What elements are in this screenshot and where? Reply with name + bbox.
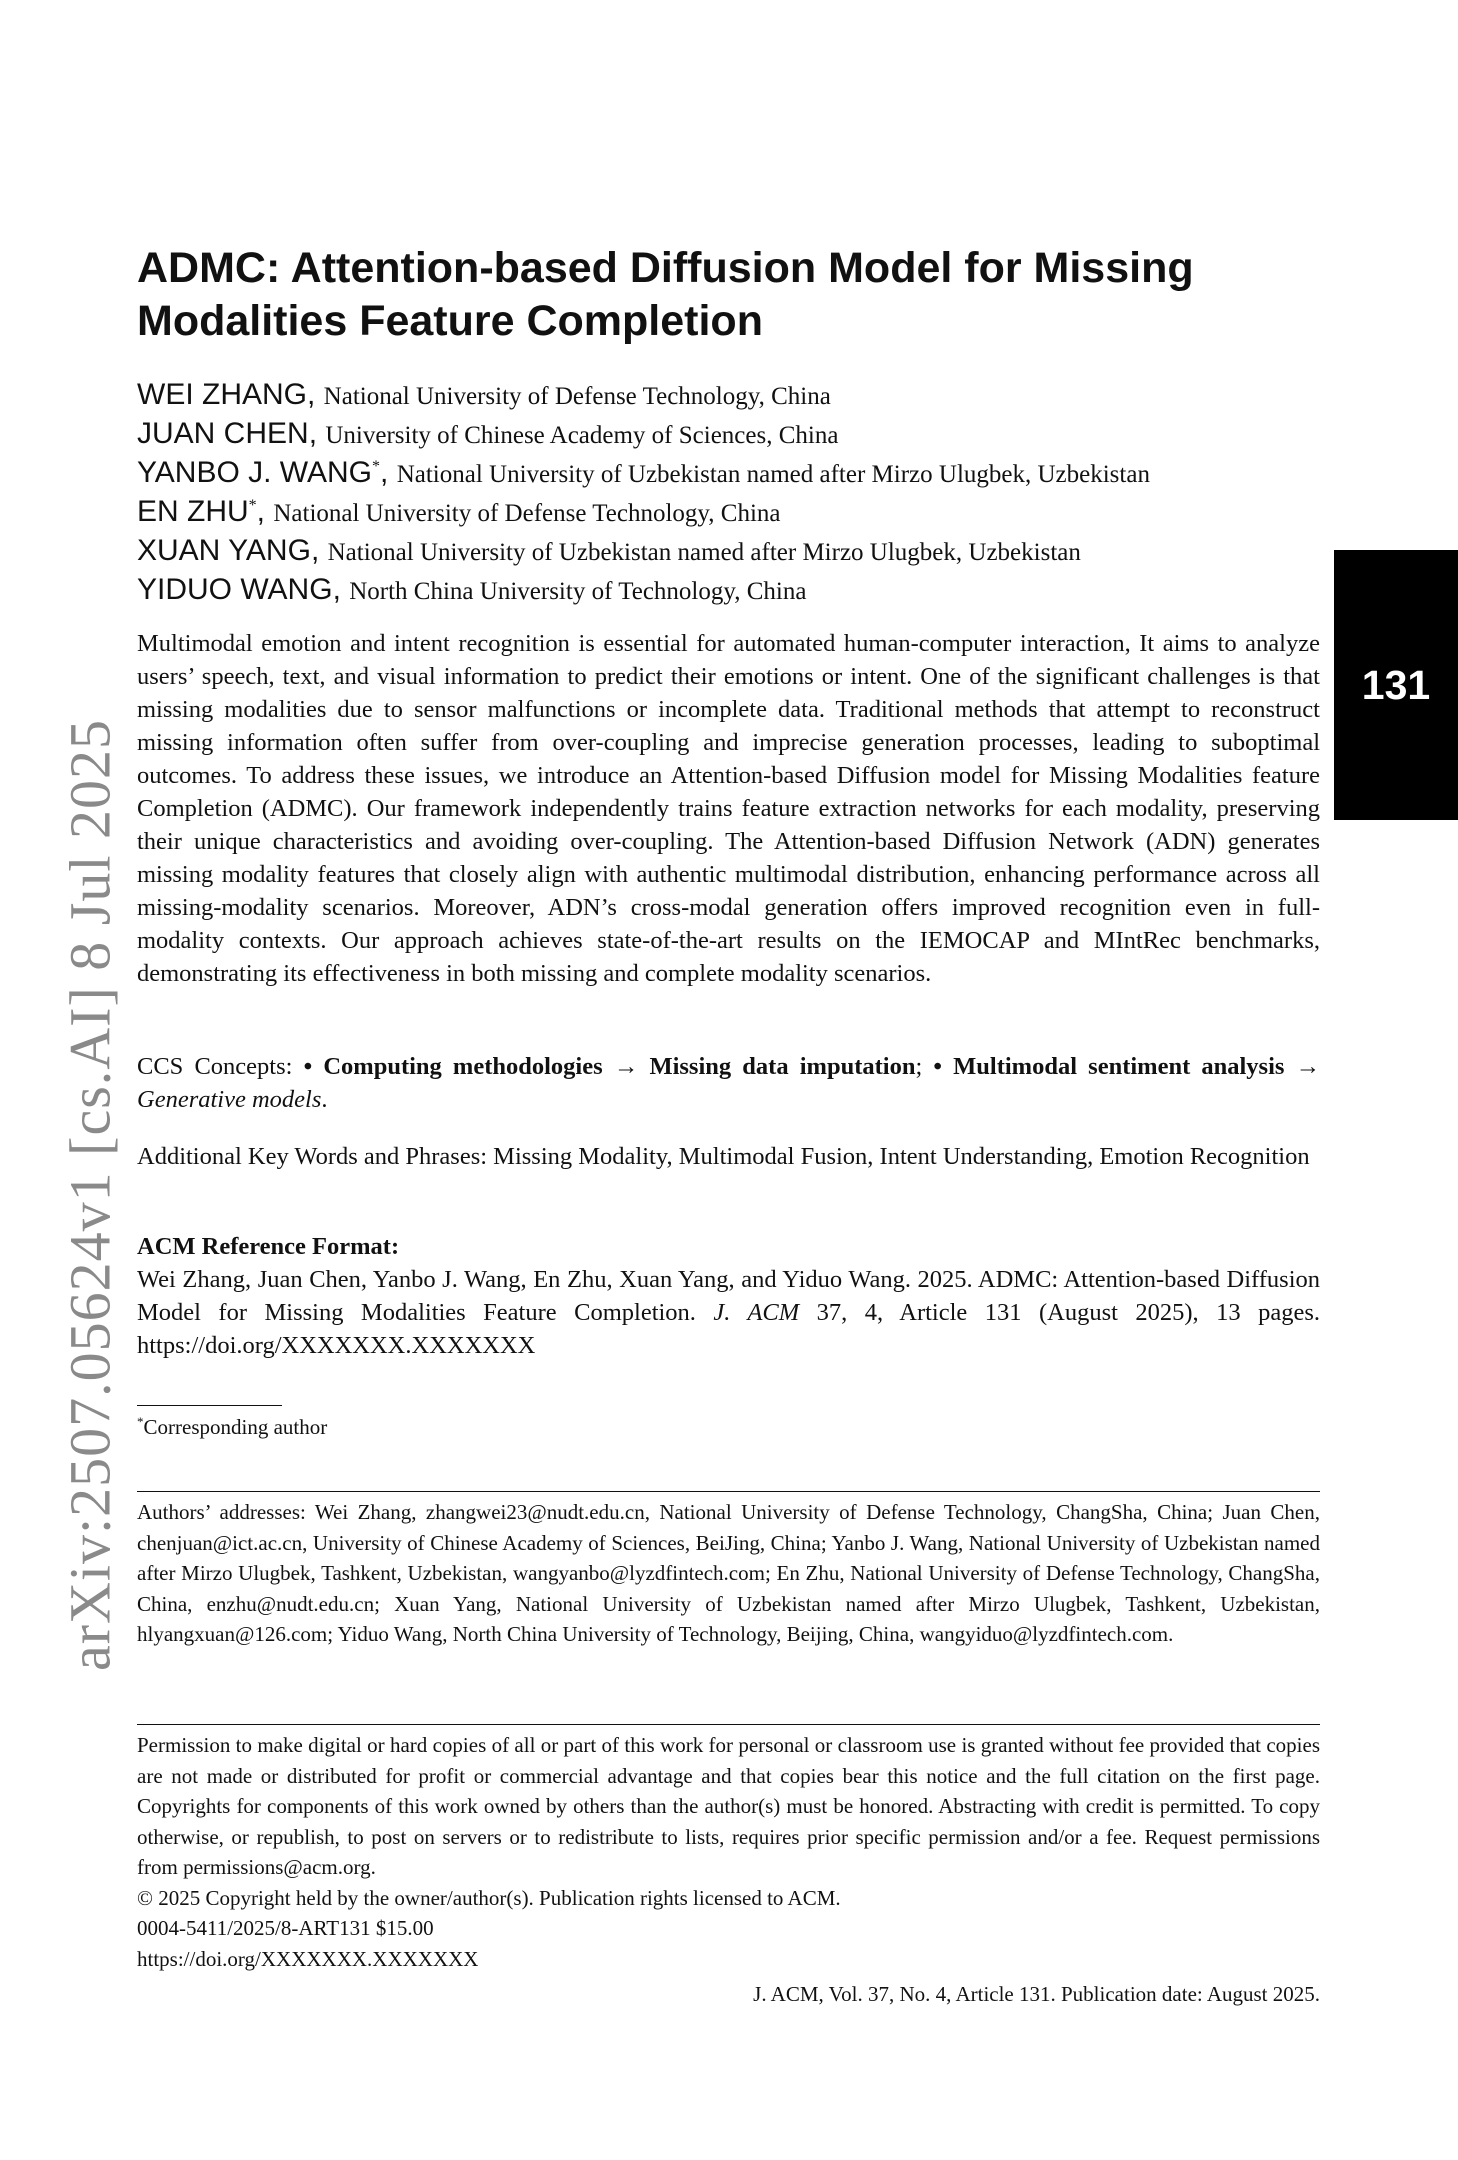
citation-doi-link[interactable]: https://doi.org/XXXXXXX.XXXXXXX (137, 1332, 536, 1359)
ccs-bullet: • (933, 1053, 942, 1080)
permission-text: Permission to make digital or hard copies of all or part of this work for personal or classroom use is granted without fee provided that copies are not made or distributed for profit or commercial advantage and that copies bear this notice and the full citation on the first page. Copyrights for components of this work owned by others than the author(s) must be honored. Abstracting with credit is permitted. To copy otherwise, or republish, to post on servers or to redistribute to lists, requires prior specific permission and/or a fee. Request permissions from permissions@acm.org. (137, 1733, 1320, 1879)
author-name: XUAN YANG (137, 534, 311, 567)
ccs-arrow: → (1295, 1053, 1321, 1080)
author-name: EN ZHU (137, 495, 249, 528)
author-entry: YANBO J. WANG*, National University of Uzbekistan named after Mirzo Ulugbek, Uzbekistan (137, 456, 1150, 489)
ccs-concept-3: Multimodal sentiment analysis (953, 1053, 1285, 1080)
footnote-text: Corresponding author (143, 1415, 328, 1439)
author-entry: EN ZHU*, National University of Defense Technology, China (137, 495, 781, 528)
author-affiliation: National University of Defense Technology, China (273, 500, 781, 527)
permission-divider (137, 1724, 1320, 1725)
acm-reference-heading: ACM Reference Format: (137, 1233, 400, 1260)
author-entry: YIDUO WANG, North China University of Technology, China (137, 573, 807, 606)
paper-title: ADMC: Attention-based Diffusion Model for Missing Modalities Feature Completion (137, 244, 1194, 345)
author-affiliation: North China University of Technology, China (349, 578, 807, 605)
ccs-bullet: • (303, 1053, 313, 1080)
citation-journal: J. ACM (713, 1299, 800, 1326)
doi-link[interactable]: https://doi.org/XXXXXXX.XXXXXXX (137, 1946, 479, 1971)
author-entry: WEI ZHANG, National University of Defense Technology, China (137, 378, 831, 411)
addresses-divider (137, 1491, 1320, 1492)
ccs-concept-1: Computing methodologies (323, 1053, 603, 1080)
author-affiliation: National University of Uzbekistan named after Mirzo Ulugbek, Uzbekistan (327, 539, 1081, 566)
arxiv-stamp: arXiv:2507.05624v1 [cs.AI] 8 Jul 2025 (57, 718, 123, 1672)
corresponding-author-mark: * (248, 497, 257, 514)
keywords: Additional Key Words and Phrases: Missing Modality, Multimodal Fusion, Intent Understanding, Emotion Recognition (137, 1143, 1310, 1170)
article-number-tab (1334, 550, 1458, 820)
author-name: YIDUO WANG (137, 573, 333, 606)
author-affiliation: University of Chinese Academy of Sciences, China (325, 422, 839, 449)
author-entry: XUAN YANG, National University of Uzbekistan named after Mirzo Ulugbek, Uzbekistan (137, 534, 1081, 567)
footnote-divider (137, 1405, 282, 1406)
corresponding-author-mark: * (372, 458, 381, 475)
ccs-label: CCS Concepts: (137, 1053, 293, 1080)
acm-reference-citation (137, 1263, 1320, 1362)
author-name: JUAN CHEN (137, 417, 309, 450)
running-footer: J. ACM, Vol. 37, No. 4, Article 131. Publication date: August 2025. (753, 1982, 1320, 2006)
author-affiliation: National University of Uzbekistan named after Mirzo Ulugbek, Uzbekistan (396, 461, 1150, 488)
author-name: YANBO J. WANG (137, 456, 373, 489)
citation-details: 37, 4, Article 131 (August 2025), 13 pages. (816, 1299, 1321, 1326)
ccs-concept-2: Missing data imputation (649, 1053, 916, 1080)
ccs-separator: ; (915, 1053, 923, 1080)
ccs-end: . (321, 1086, 328, 1113)
permission-notice (137, 1730, 1320, 1974)
ccs-concepts (137, 1050, 1320, 1116)
copyright-line: © 2025 Copyright held by the owner/author(s). Publication rights licensed to ACM. (137, 1885, 841, 1910)
author-name: WEI ZHANG (137, 378, 307, 411)
author-list (137, 378, 1337, 612)
author-addresses: Authors’ addresses: Wei Zhang, zhangwei23@nudt.edu.cn, National University of Defense Technology, ChangSha, China; Juan Chen, chenjuan@ict.ac.cn, University of Chinese Academy of Sciences, BeiJing, China; Yanbo J. Wang, National University of Uzbekistan named after Mirzo Ulugbek, Tashkent, Uzbekistan, wangyanbo@lyzdfintech.com; En Zhu, National University of Defense Technology, ChangSha, China, enzhu@nudt.edu.cn; Xuan Yang, National University of Uzbekistan named after Mirzo Ulugbek, Tashkent, Uzbekistan, hlyangxuan@126.com; Yiduo Wang, North China University of Technology, Beijing, China, wangyiduo@lyzdfintech.com. (137, 1500, 1320, 1646)
issn-line: 0004-5411/2025/8-ART131 $15.00 (137, 1916, 434, 1940)
ccs-arrow: → (613, 1053, 639, 1080)
author-entry: JUAN CHEN, University of Chinese Academy of Sciences, China (137, 417, 839, 450)
article-number: 131 (1361, 661, 1431, 708)
author-affiliation: National University of Defense Technology, China (323, 383, 831, 410)
acm-reference (137, 1230, 1320, 1362)
abstract: Multimodal emotion and intent recognition is essential for automated human-computer interaction, It aims to analyze users’ speech, text, and visual information to predict their emotions or intent. One of the significant challenges is that missing modalities due to sensor malfunctions or incomplete data. Traditional methods that attempt to reconstruct missing information often suffer from over-coupling and imprecise generation processes, leading to suboptimal outcomes. To address these issues, we introduce an Attention-based Diffusion model for Missing Modalities feature Completion (ADMC). Our framework independently trains feature extraction networks for each modality, preserving their unique characteristics and avoiding over-coupling. The Attention-based Diffusion Network (ADN) generates missing modality features that closely align with authentic multimodal distribution, enhancing performance across all missing-modality scenarios. Moreover, ADN’s cross-modal generation offers improved recognition even in full-modality contexts. Our approach achieves state-of-the-art results on the IEMOCAP and MIntRec benchmarks, demonstrating its effectiveness in both missing and complete modality scenarios. (137, 630, 1320, 987)
footnote (137, 1414, 327, 1440)
ccs-concept-4: Generative models (137, 1086, 322, 1113)
citation-text: Wei Zhang, Juan Chen, Yanbo J. Wang, En Zhu, Xuan Yang, and Yiduo Wang. 2025. ADMC: Attention-based Diffusion Model for Missing Modalities Feature Completion. (137, 1266, 1320, 1326)
footnote-mark: * (137, 1414, 144, 1429)
